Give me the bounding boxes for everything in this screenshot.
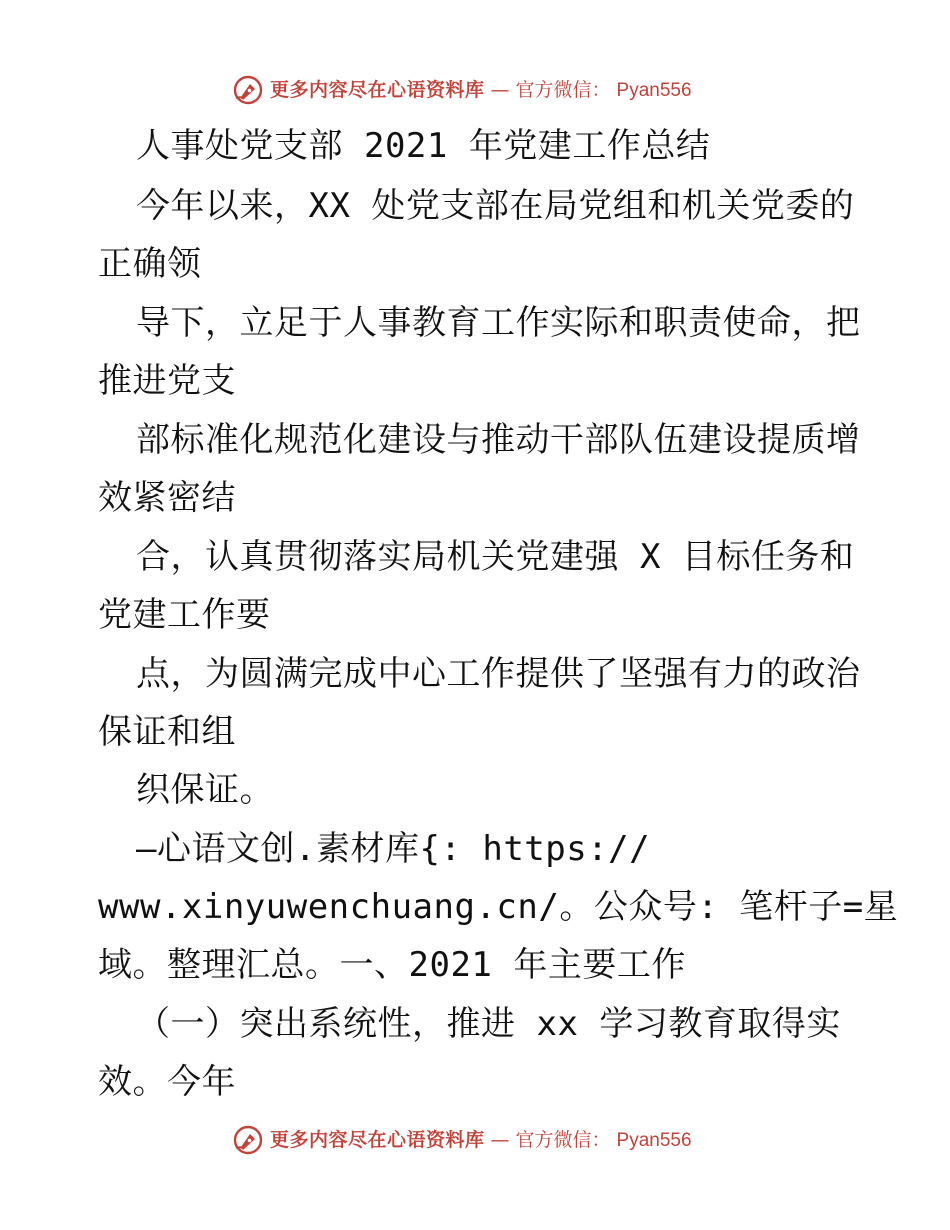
body-line: 部标准化规范化建设与推动干部队伍建设提质增 xyxy=(136,420,861,460)
body-line: 点，为圆满完成中心工作提供了坚强有力的政治 xyxy=(136,654,861,694)
pen-nib-logo-icon xyxy=(232,1124,264,1156)
body-line: 合，认真贯彻落实局机关党建强 X 目标任务和 xyxy=(136,537,855,577)
body-line: 正确领 xyxy=(98,244,202,284)
body-line: 织保证。 xyxy=(136,770,274,810)
document-title: 人事处党支部 2021 年党建工作总结 xyxy=(136,126,711,166)
footer-watermark xyxy=(232,1122,752,1158)
body-line: 今年以来，XX 处党支部在局党组和机关党委的 xyxy=(136,186,855,226)
section-heading: （一）突出系统性，推进 xx 学习教育取得实 xyxy=(136,1004,841,1044)
watermark-wechat-label: 官方微信： xyxy=(515,78,611,101)
body-line: 效紧密结 xyxy=(98,478,236,518)
body-line: 保证和组 xyxy=(98,712,236,752)
watermark-brand: 更多内容尽在心语资料库 xyxy=(270,78,485,101)
body-line: 域。整理汇总。一、2021 年主要工作 xyxy=(98,945,686,985)
watermark-separator: — xyxy=(490,1128,510,1151)
body-line: 导下，立足于人事教育工作实际和职责使命，把 xyxy=(136,303,861,343)
body-line: 效。今年 xyxy=(98,1062,236,1102)
watermark-wechat-label: 官方微信： xyxy=(515,1128,611,1151)
watermark-wechat-id: Pyan556 xyxy=(616,1129,692,1151)
body-line: www.xinyuwenchuang.cn/。公众号: 笔杆子=星 xyxy=(98,887,899,927)
pen-nib-logo-icon xyxy=(232,74,264,106)
body-line: —心语文创.素材库{: https:// xyxy=(136,829,651,869)
watermark-brand: 更多内容尽在心语资料库 xyxy=(270,1128,485,1151)
header-watermark xyxy=(232,72,752,108)
watermark-wechat-id: Pyan556 xyxy=(616,79,692,101)
body-line: 党建工作要 xyxy=(98,595,271,635)
body-line: 推进党支 xyxy=(98,361,236,401)
watermark-separator: — xyxy=(490,78,510,101)
